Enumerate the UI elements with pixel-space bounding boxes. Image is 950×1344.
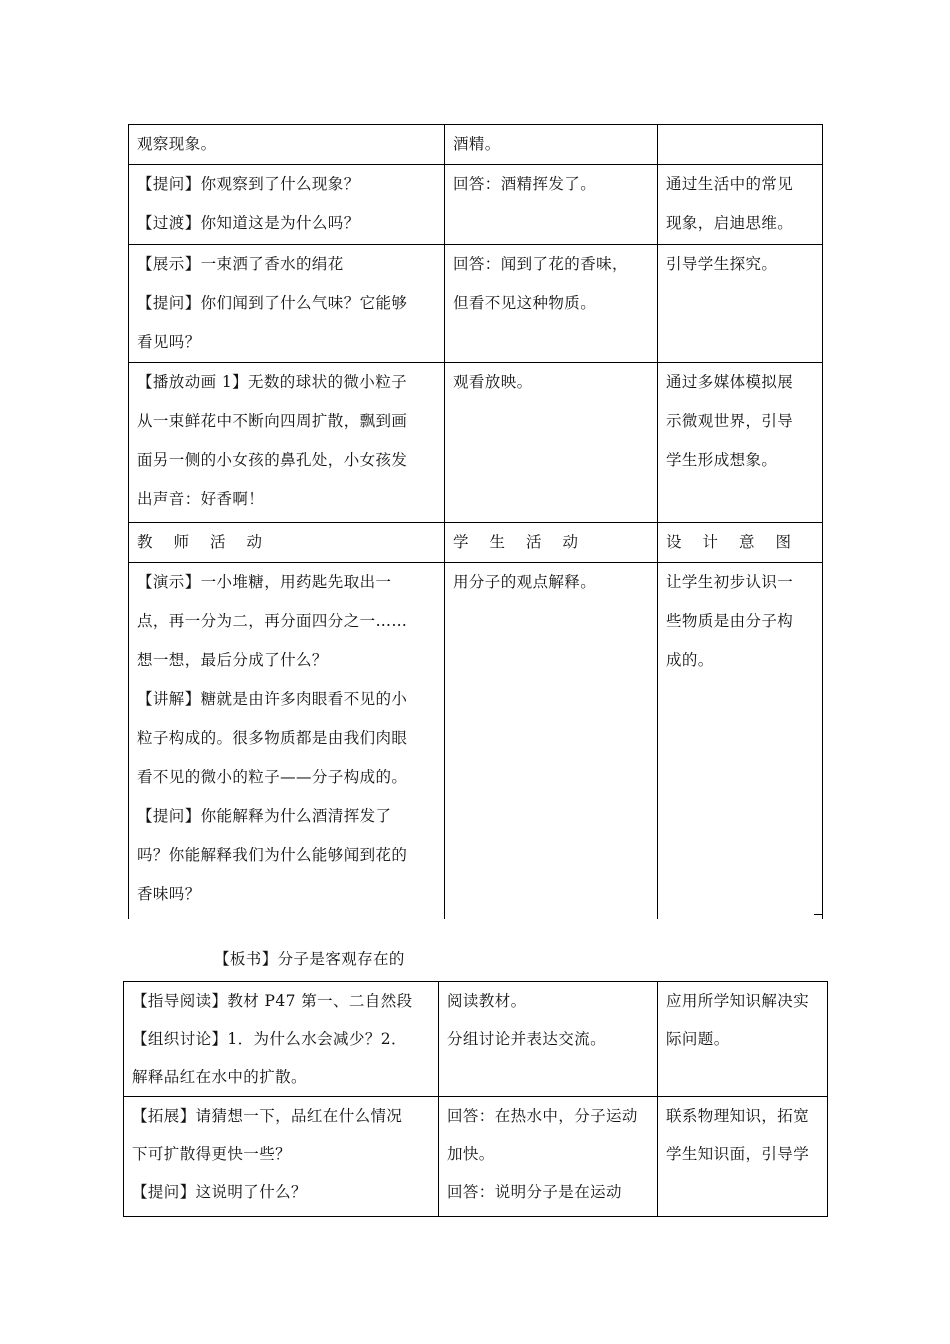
design-intent-cell: 让学生初步认识一 些物质是由分子构 成的。	[658, 563, 823, 919]
design-intent-cell: 通过生活中的常见 现象，启迪思维。	[658, 165, 823, 245]
table-corner-mark	[814, 914, 822, 915]
teacher-activity-cell: 【指导阅读】教材 P47 第一、二自然段 【组织讨论】1．为什么水会减少？2． 解释品红在水中的扩散。	[124, 982, 439, 1097]
teacher-activity-cell: 【演示】一小堆糖，用药匙先取出一 点，再一分为二，再分面四分之一…… 想一想，最后分成了什么？ 【讲解】糖就是由许多肉眼看不见的小 粒子构成的。很多物质都是由我们肉眼 看不见的微小的粒子——分子构成的。 【提问】你能解释为什么酒清挥发了 吗？你能解释我们为什么能够闻到花的 香味吗？	[129, 563, 445, 919]
teacher-activity-cell: 【拓展】请猜想一下，品红在什么情况 下可扩散得更快一些？ 【提问】这说明了什么？	[124, 1097, 439, 1217]
teacher-activity-cell: 【提问】你观察到了什么现象？ 【过渡】你知道这是为什么吗？	[129, 165, 445, 245]
design-intent-cell: 应用所学知识解决实 际问题。	[658, 982, 828, 1097]
table-row	[124, 982, 828, 1097]
student-activity-cell: 回答：闻到了花的香味， 但看不见这种物质。	[445, 245, 658, 363]
student-activity-cell: 阅读教材。 分组讨论并表达交流。	[439, 982, 658, 1097]
student-activity-cell: 观看放映。	[445, 363, 658, 523]
student-activity-cell: 回答：在热水中，分子运动 加快。 回答：说明分子是在运动	[439, 1097, 658, 1217]
student-activity-cell: 用分子的观点解释。	[445, 563, 658, 919]
student-activity-cell: 回答：酒精挥发了。	[445, 165, 658, 245]
teacher-activity-cell: 【播放动画 1】无数的球状的微小粒子 从一束鲜花中不断向四周扩散，飘到画 面另一侧的小女孩的鼻孔处，小女孩发 出声音：好香啊！	[129, 363, 445, 523]
table-row	[129, 125, 823, 165]
student-activity-cell: 酒精。	[445, 125, 658, 165]
teacher-activity-cell: 【展示】一束洒了香水的绢花 【提问】你们闻到了什么气味？它能够 看见吗？	[129, 245, 445, 363]
design-intent-cell: 引导学生探究。	[658, 245, 823, 363]
table-header-row	[129, 523, 823, 563]
design-intent-cell: 联系物理知识，拓宽 学生知识面，引导学	[658, 1097, 828, 1217]
column-header-teacher: 教师活动	[129, 523, 445, 563]
table-row	[129, 245, 823, 363]
lesson-table-1	[128, 124, 823, 919]
blackboard-caption: 【板书】分子是客观存在的	[214, 950, 405, 968]
design-intent-cell	[658, 125, 823, 165]
table-row	[129, 563, 823, 919]
column-header-student: 学生活动	[445, 523, 658, 563]
column-header-design: 设计意图	[658, 523, 823, 563]
table-row	[129, 165, 823, 245]
table-row	[129, 363, 823, 523]
design-intent-cell: 通过多媒体模拟展 示微观世界，引导 学生形成想象。	[658, 363, 823, 523]
table-row	[124, 1097, 828, 1217]
lesson-table-2	[123, 981, 828, 1217]
teacher-activity-cell: 观察现象。	[129, 125, 445, 165]
